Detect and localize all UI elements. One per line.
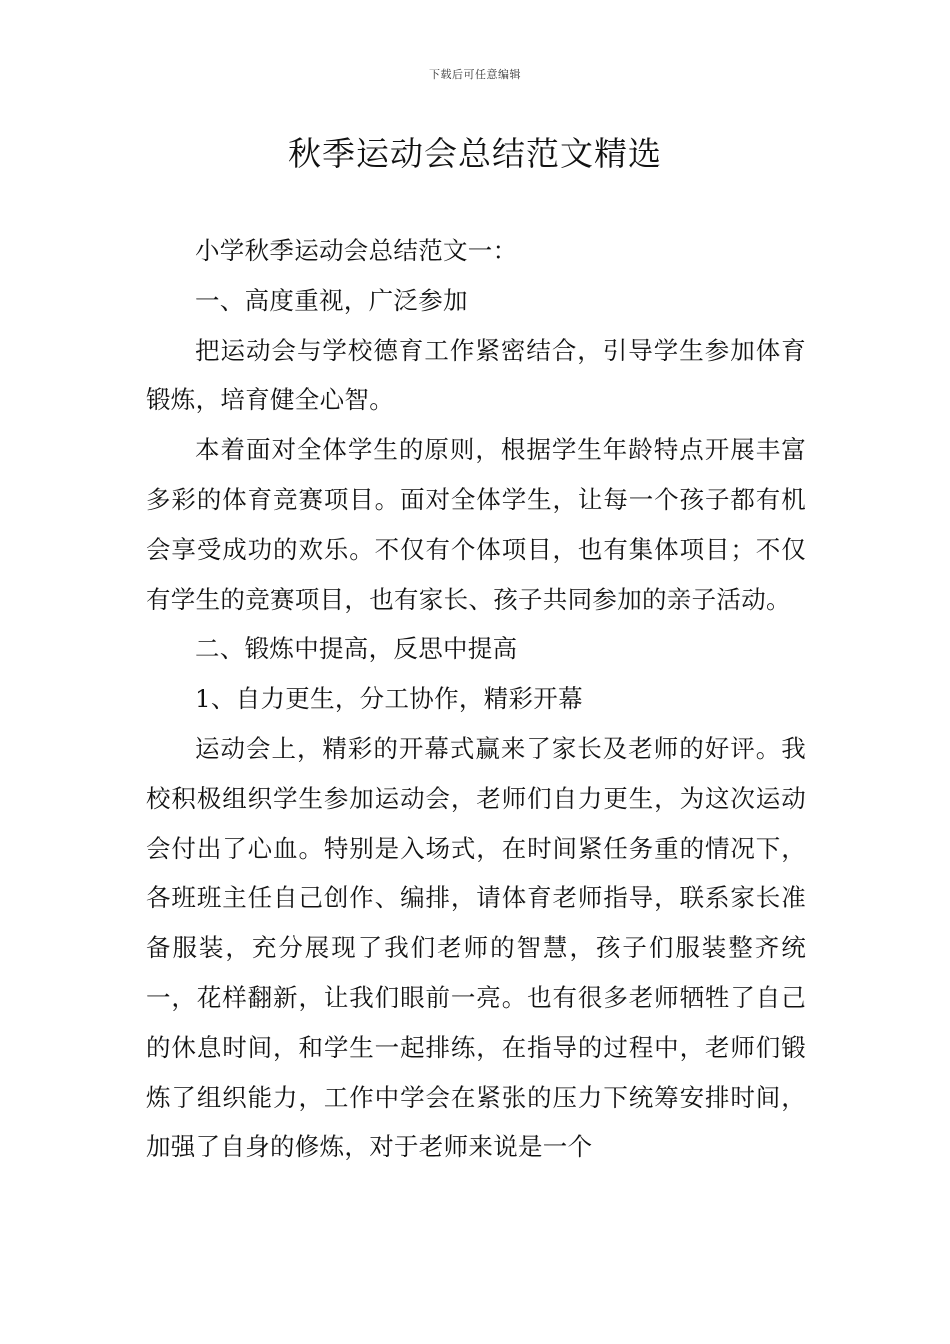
document-body: [146, 226, 806, 1172]
section-heading: 二、锻炼中提高，反思中提高: [195, 634, 518, 664]
paragraph: 运动会上，精彩的开幕式赢来了家长及老师的好评。我校积极组织学生参加运动会，老师们自力更生，为这次运动会付出了心血。特别是入场式，在时间紧任务重的情况下，各班班主任自己创作、编排，请体育老师指导，联系家长准备服装，充分展现了我们老师的智慧，孩子们服装整齐统一，花样翻新，让我们眼前一亮。也有很多老师牺牲了自己的休息时间，和学生一起排练，在指导的过程中，老师们锻炼了组织能力，工作中学会在紧张的压力下统筹安排时间，加强了自身的修炼，对于老师来说是一个: [146, 733, 806, 1162]
paragraph: 小学秋季运动会总结范文一：: [195, 236, 518, 265]
document-title: 秋季运动会总结范文精选: [288, 134, 662, 173]
section-heading: 一、高度重视，广泛参加: [195, 285, 468, 315]
paragraph: 把运动会与学校德育工作紧密结合，引导学生参加体育锻炼，培育健全心智。: [146, 335, 806, 415]
paragraph: 本着面对全体学生的原则，根据学生年龄特点开展丰富多彩的体育竞赛项目。面对全体学生，让每一个孩子都有机会享受成功的欢乐。不仅有个体项目，也有集体项目；不仅有学生的竞赛项目，也有家长、孩子共同参加的亲子活动。: [146, 435, 806, 614]
subsection-heading: 1、自力更生，分工协作，精彩开幕: [195, 684, 583, 714]
header-note: 下载后可任意编辑: [429, 68, 521, 81]
